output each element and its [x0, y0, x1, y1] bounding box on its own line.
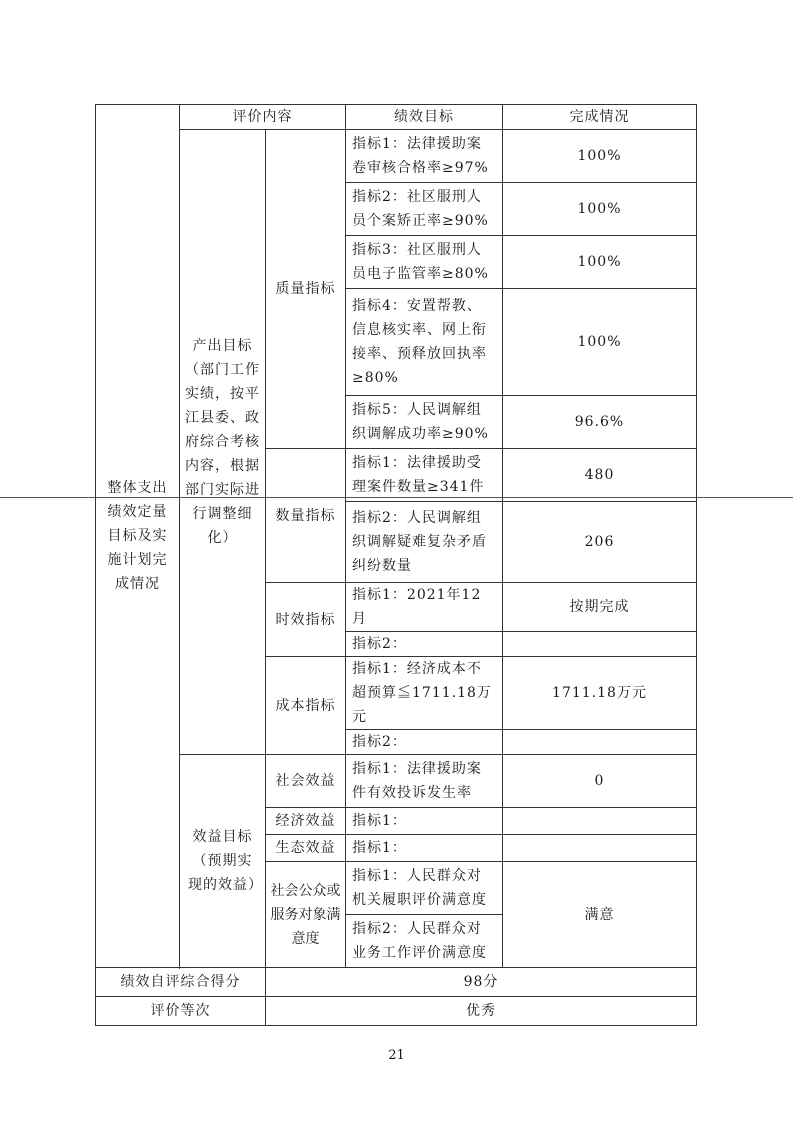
quantity-value-2: 206	[503, 502, 697, 583]
header-content: 评价内容	[180, 105, 346, 130]
quality-target-1: 指标1：法律援助案卷审核合格率≥97%	[346, 130, 503, 183]
quantity-indicator-label: 数量指标	[266, 449, 346, 583]
cost-indicator-label: 成本指标	[266, 657, 346, 755]
economic-benefit-target: 指标1：	[346, 808, 503, 835]
score-value: 98分	[266, 968, 697, 997]
header-row	[96, 105, 697, 130]
cost-target-1: 指标1：经济成本不超预算≦1711.18万元	[346, 657, 503, 730]
quality-target-4: 指标4：安置帮教、信息核实率、网上衔接率、预释放回执率≥80%	[346, 289, 503, 396]
ecological-benefit-label: 生态效益	[266, 835, 346, 862]
timeliness-value-1: 按期完成	[503, 583, 697, 632]
quality-value-1: 100%	[503, 130, 697, 183]
benefit-goal-cell: 效益目标（预期实现的效益）	[180, 755, 266, 968]
economic-benefit-label: 经济效益	[266, 808, 346, 835]
social-benefit-target: 指标1：法律援助案件有效投诉发生率	[346, 755, 503, 808]
cost-value-1: 1711.18万元	[503, 657, 697, 730]
economic-benefit-value	[503, 808, 697, 835]
satisfaction-target-1: 指标1：人民群众对机关履职评价满意度	[346, 862, 503, 915]
quality-target-2: 指标2：社区服刑人员个案矫正率≥90%	[346, 183, 503, 236]
cost-value-2	[503, 730, 697, 755]
score-row	[96, 968, 697, 997]
page-number: 21	[388, 1048, 405, 1063]
quantity-value-1: 480	[503, 449, 697, 502]
ecological-benefit-value	[503, 835, 697, 862]
grade-row	[96, 997, 697, 1026]
cost-target-2: 指标2：	[346, 730, 503, 755]
social-benefit-label: 社会效益	[266, 755, 346, 808]
quality-value-4: 100%	[503, 289, 697, 396]
table-row	[96, 755, 697, 808]
quality-target-3: 指标3：社区服刑人员电子监管率≥80%	[346, 236, 503, 289]
satisfaction-label: 社会公众或服务对象满意度	[266, 862, 346, 968]
quantity-target-2: 指标2：人民调解组织调解疑难复杂矛盾纠纷数量	[346, 502, 503, 583]
timeliness-target-1: 指标1：2021年12月	[346, 583, 503, 632]
grade-label: 评价等次	[96, 997, 266, 1026]
quantity-target-1: 指标1：法律援助受理案件数量≥341件	[346, 449, 503, 502]
output-goal-cell: 产出目标（部门工作实绩，按平江县委、政府综合考核内容，根据部门实际进行调整细化）	[180, 130, 266, 755]
quality-indicator-label: 质量指标	[266, 130, 346, 449]
satisfaction-target-2: 指标2：人民群众对业务工作评价满意度	[346, 915, 503, 968]
grade-value: 优秀	[266, 997, 697, 1026]
header-status: 完成情况	[503, 105, 697, 130]
quality-value-5: 96.6%	[503, 396, 697, 449]
timeliness-value-2	[503, 632, 697, 657]
satisfaction-value: 满意	[503, 862, 697, 968]
score-label: 绩效自评综合得分	[96, 968, 266, 997]
social-benefit-value: 0	[503, 755, 697, 808]
ecological-benefit-target: 指标1：	[346, 835, 503, 862]
performance-evaluation-table	[95, 104, 697, 1026]
timeliness-indicator-label: 时效指标	[266, 583, 346, 657]
table-row	[96, 130, 697, 183]
header-target: 绩效目标	[346, 105, 503, 130]
quality-target-5: 指标5：人民调解组织调解成功率≥90%	[346, 396, 503, 449]
quality-value-2: 100%	[503, 183, 697, 236]
category-main-cell: 整体支出绩效定量目标及实施计划完成情况	[96, 105, 180, 968]
quality-value-3: 100%	[503, 236, 697, 289]
timeliness-target-2: 指标2：	[346, 632, 503, 657]
